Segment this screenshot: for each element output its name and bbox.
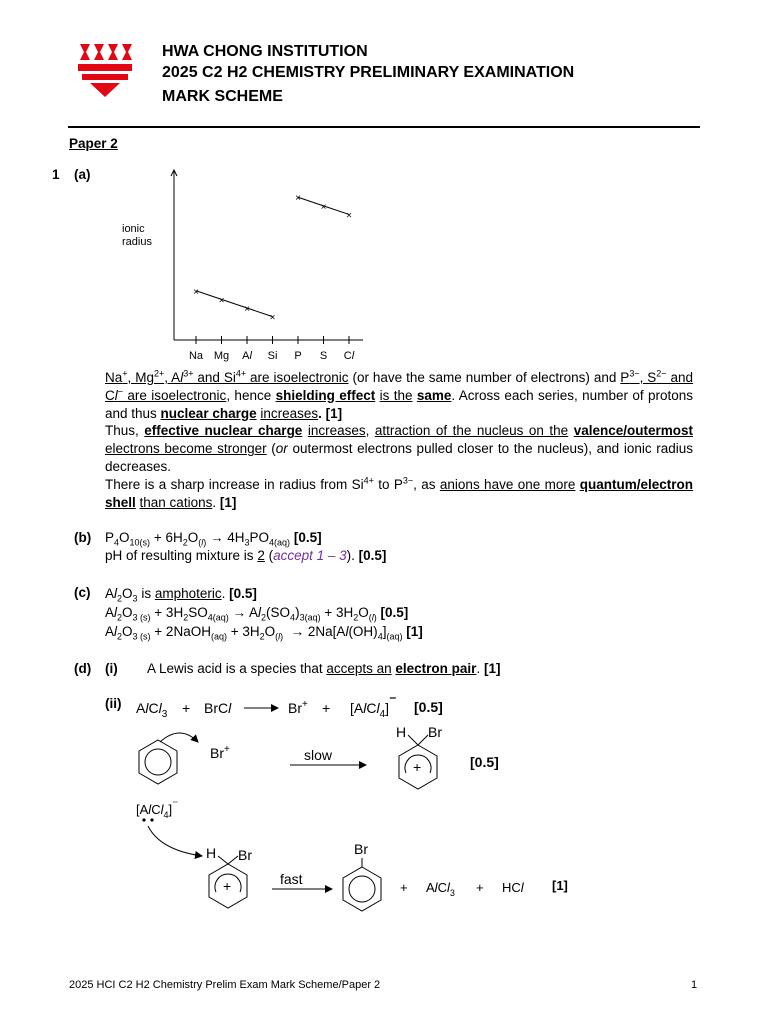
page-number: 1 bbox=[691, 979, 698, 991]
svg-text:+: + bbox=[322, 700, 331, 716]
x-tick-label: Cl bbox=[343, 350, 355, 362]
svg-text:+: + bbox=[182, 700, 191, 716]
svg-text:Br: Br bbox=[238, 847, 252, 863]
sub-ii-label: (ii) bbox=[105, 696, 122, 711]
svg-text:+: + bbox=[413, 759, 422, 775]
data-point: × bbox=[218, 295, 225, 307]
part-b-label: (b) bbox=[74, 530, 92, 545]
header-rule bbox=[68, 126, 700, 128]
svg-text:BrCl: BrCl bbox=[204, 700, 232, 716]
x-tick-label: P bbox=[294, 350, 302, 362]
answer-b-text: $P_4O_{10(s)} + 6H_2O_{(l)} \to 4H_3PO_{4(aq)}$ [0.5] pH of resulting mixture is 2 (accept 1 – 3). [0.5] bbox=[105, 530, 387, 563]
fast-label: fast bbox=[280, 871, 303, 887]
svg-text:[0.5]: [0.5] bbox=[470, 754, 499, 770]
x-tick-label: Al bbox=[242, 350, 252, 362]
x-tick-label: Si bbox=[267, 350, 278, 362]
svg-text:[AlCl4]⁻: [AlCl$_4$]⁻ bbox=[350, 692, 397, 720]
data-point: × bbox=[193, 286, 199, 298]
sub-i-label: (i) bbox=[105, 661, 118, 676]
series-line bbox=[196, 291, 273, 317]
svg-text:Br: Br bbox=[354, 841, 368, 857]
x-tick-label: S bbox=[319, 350, 328, 362]
data-point: × bbox=[320, 201, 327, 213]
part-c-label: (c) bbox=[74, 585, 91, 600]
svg-text:Br+: Br+ bbox=[288, 699, 308, 716]
header-mark-scheme: MARK SCHEME bbox=[162, 88, 283, 105]
svg-text:H: H bbox=[396, 724, 407, 740]
answer-a-text: Na+, $Mg^{2+}$, $Al^{3+}$ and $Si^{4+}$ are isoelectronic (or have the same number of electrons) and $P^{3-}$, $S^{2-}$ and Cl− are isoelectronic, hence shielding effect is the same. Across each series, number of protons and thus nuclear charge increases. [1] Thus, effective nuclear charge increases, attraction of the nucleus on the valence/outermost electrons become stronger (or outermost electrons pulled closer to the nucleus), and ionic radius decreases. There is a sharp increase in radius from $Si^{4+}$ to $P^{3-}$, as anions have one more quantum/electron shell than cations. [1] bbox=[105, 368, 694, 510]
header-exam-title: 2025 C2 H2 CHEMISTRY PRELIMINARY EXAMINATION bbox=[162, 64, 575, 81]
data-point: × bbox=[244, 304, 250, 315]
hci-logo bbox=[76, 42, 134, 98]
data-point: × bbox=[295, 193, 301, 205]
answer-d-i-text: A Lewis acid is a species that accepts an electron pair. [1] bbox=[147, 661, 501, 676]
svg-text:Br: Br bbox=[428, 724, 442, 740]
paper-label: Paper 2 bbox=[69, 136, 118, 151]
svg-text:+: + bbox=[476, 880, 484, 895]
svg-text:AlCl3: AlCl$_3$ bbox=[136, 700, 168, 720]
question-number: 1 bbox=[52, 167, 60, 182]
mark-final: [1] bbox=[552, 878, 568, 893]
data-point: × bbox=[269, 312, 276, 324]
svg-text:Br+: Br+ bbox=[210, 744, 230, 761]
svg-text:+: + bbox=[400, 880, 408, 895]
ionic-radius-chart bbox=[118, 160, 368, 370]
part-d-label: (d) bbox=[74, 661, 92, 676]
svg-text:H: H bbox=[206, 845, 217, 861]
footer-text: 2025 HCI C2 H2 Chemistry Prelim Exam Mark Scheme/Paper 2 bbox=[69, 979, 381, 991]
mark-ii: [0.5] bbox=[414, 699, 443, 715]
x-tick-label: Na bbox=[188, 350, 204, 362]
x-tick-label: Mg bbox=[213, 350, 230, 362]
y-axis-label: ionic bbox=[122, 223, 145, 235]
data-point: × bbox=[346, 210, 352, 222]
svg-text:[AlCl4]⁻: [AlCl$_4$]⁻ bbox=[136, 797, 179, 820]
slow-label: slow bbox=[304, 747, 333, 763]
part-a-label: (a) bbox=[74, 167, 91, 182]
header-institution: HWA CHONG INSTITUTION bbox=[162, 43, 368, 60]
svg-text:HCl: HCl bbox=[502, 880, 524, 895]
mechanism-diagram bbox=[120, 690, 600, 920]
y-axis-label: radius bbox=[122, 236, 152, 248]
svg-text:+: + bbox=[223, 878, 232, 894]
svg-text:AlCl3: AlCl$_3$ bbox=[426, 880, 455, 898]
answer-c-text: $Al_2O_3$ is amphoteric. [0.5] $Al_2O_{3 (s)} + 3H_2SO_{4(aq)} \to Al_2(SO_4)_{3(aq)} + 3H_2O_{(l)}$ [0.5] $Al_2O_{3 (s)}$ + 2NaOH$_{(aq)}$ + $3H_2O_{(l)} \to 2Na[Al(OH)_4]_{(aq)}$ [1] bbox=[105, 586, 423, 642]
